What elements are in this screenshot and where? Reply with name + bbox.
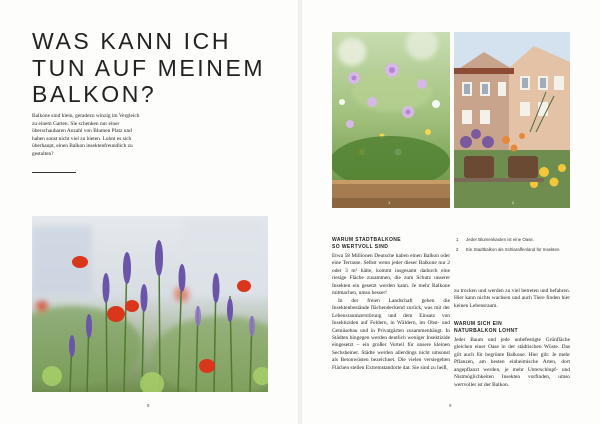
intro-divider xyxy=(32,172,76,173)
caption-item xyxy=(454,247,574,253)
photo-number-2: 2 xyxy=(512,200,515,205)
page-number-left: 8 xyxy=(147,403,150,408)
body-paragraph: Jeder Baum und jede unbefestigte Grünfläche gleichen einer Oase in der städtischen Wüste. Das gilt auch für begrünte Balkone. Hier gilt: Je mehr Pflanzen, am besten einheimische Arten, dort angepflanzt werden, je mehr Unterschlupf- und Nistmöglichkeiten Insekten vorfinden, umso wertvoller ist der Balkon. xyxy=(454,337,570,388)
right-page xyxy=(302,0,600,424)
section-heading-stadtbalkone: WARUM STADTBALKONE SO WERTVOLL SIND xyxy=(332,237,402,250)
caption-text: Ein Stadtbalkon als Schlaraffenland für Insekten xyxy=(466,247,560,253)
caption-text: Jeder Blumenkasten ist eine Oase. xyxy=(466,237,535,242)
intro-paragraph: Balkone sind klein, geradezu winzig im Vergleich zu einem Garten. Sie schenken nur einer überschaubaren Anzahl von Blumen Platz und haben sonst nicht viel zu bieten. Lohnt es sich überhaupt, einen Balkon insektenfreundlich zu gestalten? xyxy=(32,113,140,157)
photo-flower-box xyxy=(332,32,450,208)
caption-number: 1 xyxy=(456,237,459,242)
caption-number: 2 xyxy=(456,247,459,253)
body-paragraph: In der freien Landschaft gehen die Insektenbestände flächendeckend zurück, was mit der Lebensraumzerstörung und dem Einsatz von Insektiziden auf Feldern, in Wäldern, im Obst- und Gemüsebau und in Privatgärten zusammenhängt. In Städten hingegen werden deutlich weniger Insektizide eingesetzt – ein großer Vorteil für unsere kleinen Sechsbeiner. Städte werden allerdings nicht umsonst als Betonwüsten bezeichnet. Die vielen versiegelten Flächen stellen Extremstandorte dar. Sie sind zu heiß, xyxy=(332,297,450,371)
column-1 xyxy=(332,253,450,372)
left-page xyxy=(0,0,298,424)
continued-paragraph: zu trocken und werden zu viel betreten und befahren. Hier kann nichts wachsen und auch Tiere finden hier keinen Lebensraum. xyxy=(454,288,570,309)
photo-city-balcony xyxy=(454,32,570,208)
photo-salvia-poppies xyxy=(32,216,268,392)
body-paragraph: Etwa 58 Millionen Deutsche haben einen Balkon oder eine Terrasse. Selbst wenn jeder dieser Balkone nur 2 oder 3 m² hätte, kommt insgesamt dadurch eine riesige Fläche zusammen, die zum Schutz unserer Insekten ein gesetzt werden kann. Je mehr Balkone mitmachen, umso besser! xyxy=(332,253,450,297)
section-heading-naturbalkon: WARUM SICH EIN NATURBALKON LOHNT xyxy=(454,321,518,334)
page-number-right: 9 xyxy=(449,403,452,408)
photo-number-1: 1 xyxy=(388,200,391,205)
page-title: WAS KANN ICH TUN AUF MEINEM BALKON? xyxy=(32,28,266,107)
photo-captions xyxy=(454,237,574,257)
caption-item xyxy=(454,237,574,243)
